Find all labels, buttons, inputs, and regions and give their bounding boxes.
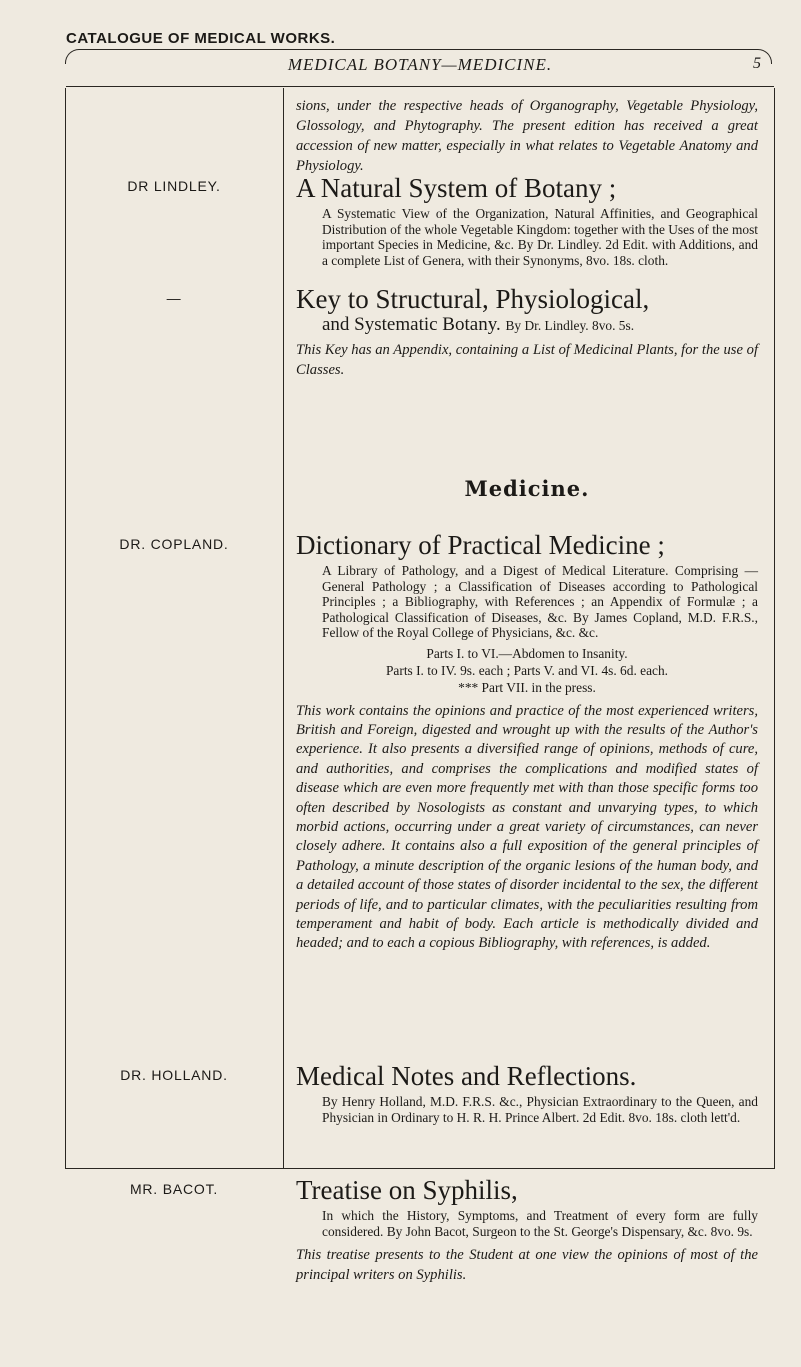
entry-byline: By Dr. Lindley. 8vo. 5s. — [505, 318, 635, 333]
entry-title: Treatise on Syphilis, — [296, 1175, 518, 1205]
entry-medical-notes — [296, 1061, 758, 1125]
entry-description: A Library of Pathology, and a Digest of Medical Literature. Comprising — General Pathology ; a Classification of Diseases according to Pathological Principles ; a Bibliography, with References ; an Appendix of Formulæ ; a Pathological Classification of Diseases, &c. By James Copland, M.D. F.R.S., Fellow of the Royal College of Physicians, &c. &c. — [322, 563, 758, 640]
intro-text: sions, under the respective heads of Organography, Vegetable Physiology, Glossology, and Phytography. The present edition has received a great accession of new matter, especially in what relates to Vegetable Anatomy and Physiology. — [296, 98, 758, 174]
entry-title: Dictionary of Practical Medicine ; — [296, 530, 665, 560]
entry-title: Medical Notes and Reflections. — [296, 1061, 637, 1091]
author-holland: DR. HOLLAND. — [120, 1067, 228, 1083]
entry-key-botany — [296, 284, 758, 380]
parts-line: Parts I. to VI.—Abdomen to Insanity. — [426, 645, 628, 661]
entry-note: This Key has an Appendix, containing a List of Medicinal Plants, for the use of Classes. — [296, 342, 758, 378]
entry-note: This treatise presents to the Student at one view the opinions of most of the principal writers on Syphilis. — [296, 1247, 758, 1283]
entry-description: A Systematic View of the Organization, Natural Affinities, and Geographical Distribution of the whole Vegetable Kingdom: together with the Uses of the most important Species in Medicine, &c. By Dr. Lindley. 2d Edit. with Additions, and a complete List of Genera, with their Synonyms, 8vo. 18s. cloth. — [322, 206, 758, 268]
author-dash: — — [166, 290, 182, 306]
intro-paragraph — [296, 96, 758, 176]
header-rule — [66, 86, 774, 87]
column-divider — [283, 88, 284, 1168]
author-copland: DR. COPLAND. — [119, 536, 229, 552]
entry-dictionary — [296, 530, 758, 954]
running-head: MEDICAL BOTANY—MEDICINE. — [287, 55, 553, 74]
author-bacot: MR. BACOT. — [129, 1181, 219, 1197]
catalogue-heading: CATALOGUE OF MEDICAL WORKS. — [66, 30, 336, 47]
parts-price-line: Parts I. to IV. 9s. each ; Parts V. and VI. 4s. 6d. each. — [385, 662, 669, 678]
entry-title: A Natural System of Botany ; — [296, 173, 617, 203]
entry-natural-system — [296, 173, 758, 268]
entry-subtitle: and Systematic Botany. — [322, 314, 501, 335]
entry-description: By Henry Holland, M.D. F.R.S. &c., Physician Extraordinary to the Queen, and Physician in Ordinary to H. R. H. Prince Albert. 2d Edit. 8vo. 18s. cloth lett'd. — [322, 1094, 758, 1125]
entry-note: This work contains the opinions and practice of the most experienced writers, British and Foreign, digested and wrought up with the results of the Author's experience. It also presents a diversified range of opinions, methods of cure, and authorities, and comprises the complications and modified states of disease which are even more frequently met with than those specific forms too often described by Nosologists as constant and unvarying types, to which morbid actions, occurring under a great variety of circumstances, can never closely adhere. It contains also a full exposition of the general principles of Pathology, a minute description of the organic lesions of the human body, and a detailed account of those states of disorder incidental to the sex, the different periods of life, and to particular climates, with the peculiarities resulting from temperament and habit of body. Each article is methodically divided and headed; and to each a copious Bibliography, with references, is added. — [296, 702, 758, 952]
entry-description: In which the History, Symptoms, and Treatment of every form are fully considered. By John Bacot, Surgeon to the St. George's Dispensary, &c. 8vo. 9s. — [322, 1208, 758, 1239]
author-lindley: DR LINDLEY. — [127, 178, 221, 194]
page-number: 5 — [753, 55, 761, 72]
section-heading: Medicine. — [464, 476, 590, 501]
entry-subtitle-line — [296, 314, 758, 337]
entry-title: Key to Structural, Physiological, — [296, 284, 650, 314]
parts-press-line: *** Part VII. in the press. — [458, 679, 596, 695]
entry-syphilis — [296, 1175, 758, 1285]
